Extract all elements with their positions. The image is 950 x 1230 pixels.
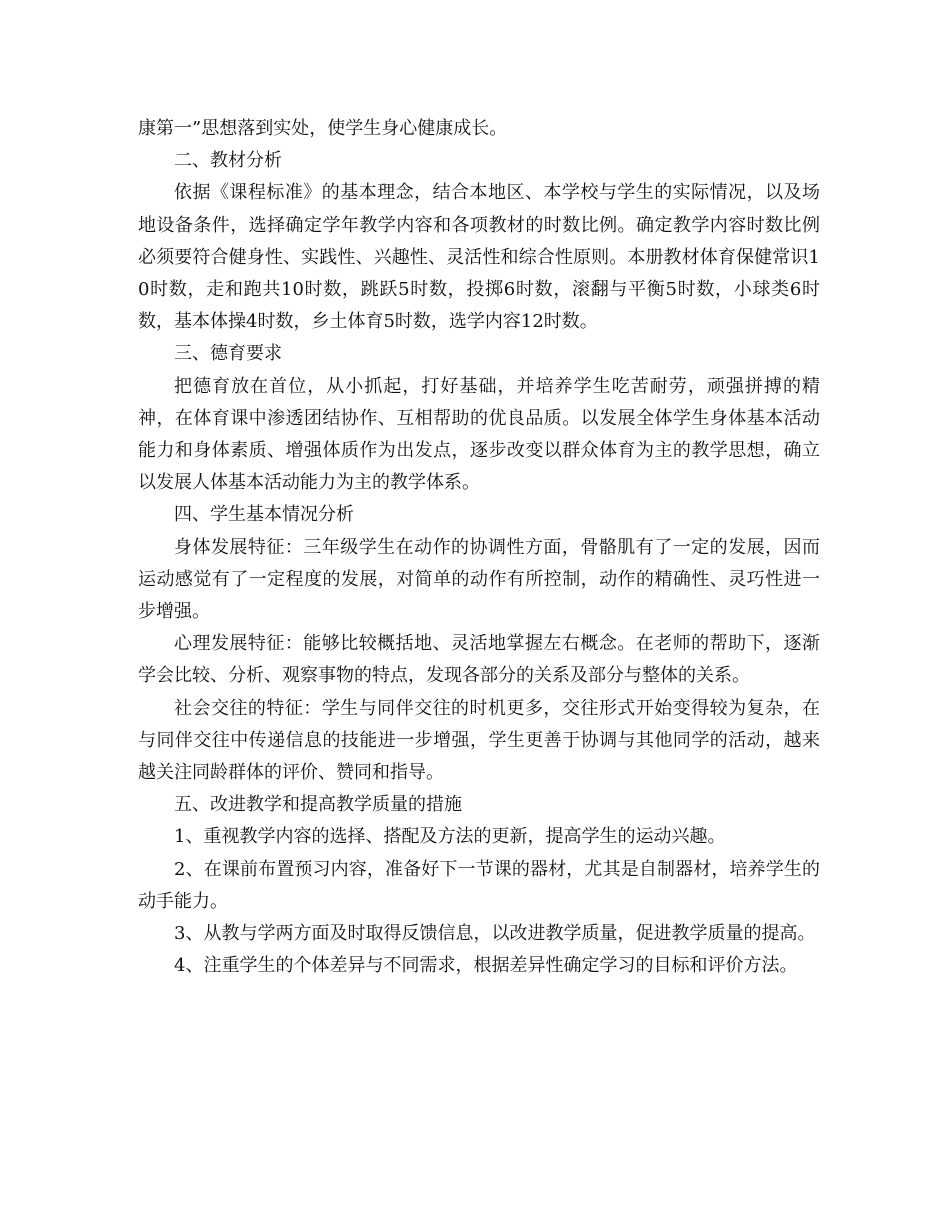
paragraph-social-interaction: 社会交往的特征：学生与同伴交往的时机更多，交往形式开始变得较为复杂，在与同伴交往中传递信息的技能进一步增强，学生更善于协调与其他同学的活动，越来越关注同龄群体的评价、赞同和指导。 — [138, 697, 820, 784]
paragraph-textbook-analysis: 依据《课程标准》的基本理念，结合本地区、本学校与学生的实际情况，以及场地设备条件，选择确定学年教学内容和各项教材的时数比例。确定教学内容时数比例必须要符合健身性、实践性、兴趣性、灵活性和综合性原则。本册教材体育保健常识10时数，走和跑共10时数，跳跃5时数，投掷6时数，滚翻与平衡5时数，小球类6时数，基本体操4时数，乡土体育5时数，选学内容12时数。 — [138, 182, 820, 333]
list-item-measure-1: 1、重视教学内容的选择、搭配及方法的更新，提高学生的运动兴趣。 — [174, 826, 726, 848]
list-item-measure-3: 3、从教与学两方面及时取得反馈信息，以改进教学质量，促进教学质量的提高。 — [174, 923, 816, 945]
paragraph-moral-education: 把德育放在首位，从小抓起，打好基础，并培养学生吃苦耐劳，顽强拼搏的精神，在体育课中渗透团结协作、互相帮助的优良品质。以发展全体学生身体基本活动能力和身体素质、增强体质作为出发点，逐步改变以群众体育为主的教学思想，确立以发展人体基本活动能力为主的教学体系。 — [138, 375, 820, 494]
paragraph-physical-development: 身体发展特征：三年级学生在动作的协调性方面，骨骼肌有了一定的发展，因而运动感觉有了一定程度的发展，对简单的动作有所控制，动作的精确性、灵巧性进一步增强。 — [138, 536, 820, 623]
paragraph-continuation: 康第一”思想落到实处，使学生身心健康成长。 — [138, 118, 508, 139]
list-item-measure-4: 4、注重学生的个体差异与不同需求，根据差异性确定学习的目标和评价方法。 — [174, 955, 798, 977]
section-heading-textbook-analysis: 二、教材分析 — [174, 150, 282, 172]
section-heading-improvement-measures: 五、改进教学和提高教学质量的措施 — [174, 794, 462, 816]
section-heading-moral-education: 三、德育要求 — [174, 343, 282, 365]
paragraph-psychological-development: 心理发展特征：能够比较概括地、灵活地掌握左右概念。在老师的帮助下，逐渐学会比较、分析、观察事物的特点，发现各部分的关系及部分与整体的关系。 — [138, 633, 820, 687]
section-heading-student-analysis: 四、学生基本情况分析 — [174, 504, 354, 526]
list-item-measure-2: 2、在课前布置预习内容，准备好下一节课的器材，尤其是自制器材，培养学生的动手能力。 — [138, 858, 820, 912]
